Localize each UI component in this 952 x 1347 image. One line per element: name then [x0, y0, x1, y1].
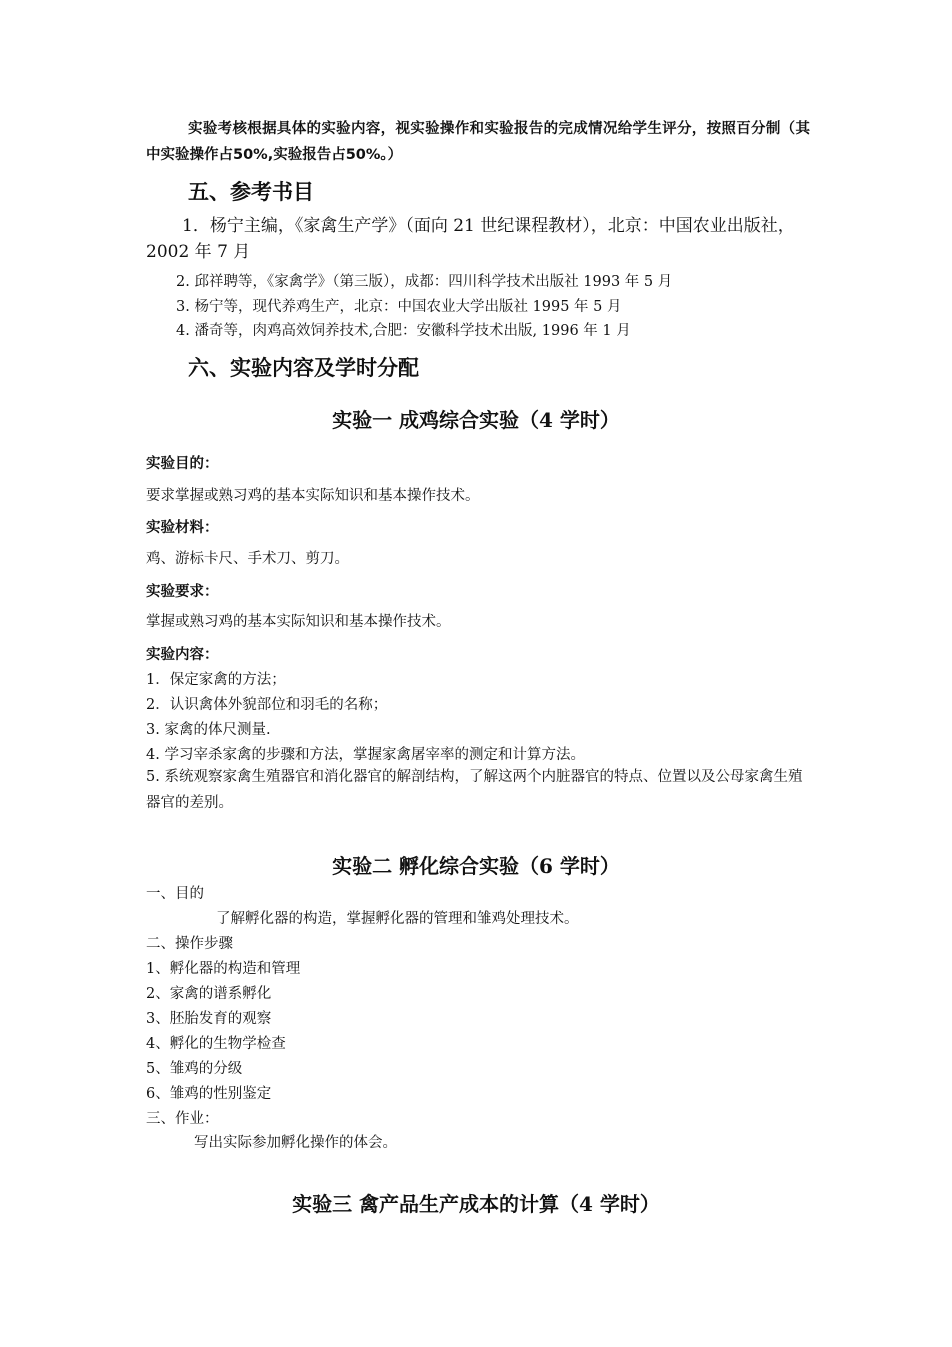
purpose-label: 一、目的 — [146, 886, 204, 902]
content-item: 2．认识禽体外貌部位和羽毛的名称； — [146, 697, 388, 713]
step-item: 6、雏鸡的性别鉴定 — [146, 1086, 272, 1102]
steps-label: 二、操作步骤 — [146, 936, 233, 952]
requirements-text: 掌握或熟习鸡的基本实际知识和基本操作技术。 — [146, 614, 451, 630]
content-item: 5. 系统观察家禽生殖器官和消化器官的解剖结构，了解这两个内脏器官的特点、位置以及公母家禽生殖器官的差别。 — [146, 769, 803, 811]
homework-label: 三、作业： — [146, 1111, 219, 1127]
requirements-label: 实验要求： — [146, 584, 219, 600]
reference-item: 1．杨宁主编，《家禽生产学》（面向 21 世纪课程教材），北京：中国农业出版社，2002 年 7 月 — [146, 216, 795, 262]
purpose-text: 了解孵化器的构造，掌握孵化器的管理和雏鸡处理技术。 — [216, 911, 579, 927]
content-item: 1．保定家禽的方法； — [146, 672, 286, 688]
content-item: 4. 学习宰杀家禽的步骤和方法，掌握家禽屠宰率的测定和计算方法。 — [146, 747, 585, 763]
reference-item: 2. 邱祥聘等，《家禽学》（第三版），成都：四川科学技术出版社 1993 年 5 月 — [176, 274, 673, 290]
section-heading-experiments: 六、实验内容及学时分配 — [188, 356, 419, 380]
step-item: 2、家禽的谱系孵化 — [146, 986, 272, 1002]
homework-text: 写出实际参加孵化操作的体会。 — [194, 1135, 397, 1151]
reference-item: 4. 潘奇等，肉鸡高效饲养技术,合肥：安徽科学技术出版, 1996 年 1 月 — [176, 323, 631, 339]
experiment-title: 实验一 成鸡综合实验（4 学时） — [332, 408, 620, 432]
purpose-text: 要求掌握或熟习鸡的基本实际知识和基本操作技术。 — [146, 488, 480, 504]
materials-text: 鸡、游标卡尺、手术刀、剪刀。 — [146, 551, 349, 567]
purpose-label: 实验目的： — [146, 456, 219, 472]
experiment-title: 实验二 孵化综合实验（6 学时） — [332, 854, 620, 878]
step-item: 5、雏鸡的分级 — [146, 1061, 243, 1077]
step-item: 4、孵化的生物学检查 — [146, 1036, 286, 1052]
section-heading-references: 五、参考书目 — [188, 180, 314, 204]
assessment-paragraph: 实验考核根据具体的实验内容，视实验操作和实验报告的完成情况给学生评分，按照百分制（其中实验操作占50%,实验报告占50%。） — [146, 121, 810, 163]
experiment-title: 实验三 禽产品生产成本的计算（4 学时） — [292, 1192, 660, 1216]
content-item: 3. 家禽的体尺测量. — [146, 722, 271, 738]
step-item: 1、孵化器的构造和管理 — [146, 961, 301, 977]
materials-label: 实验材料： — [146, 520, 219, 536]
content-label: 实验内容： — [146, 647, 219, 663]
reference-item: 3. 杨宁等，现代养鸡生产，北京：中国农业大学出版社 1995 年 5 月 — [176, 299, 622, 315]
step-item: 3、胚胎发育的观察 — [146, 1011, 272, 1027]
